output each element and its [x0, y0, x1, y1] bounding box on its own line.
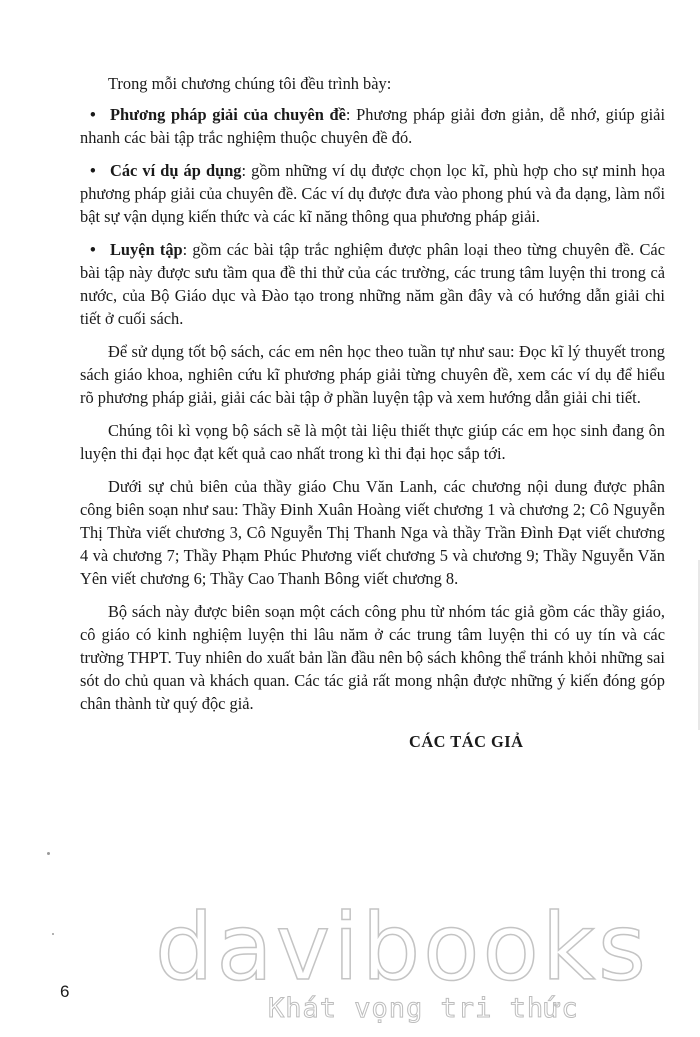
page-body	[80, 72, 665, 725]
watermark-brand: davibooks	[155, 894, 649, 1001]
scan-speck	[52, 933, 54, 935]
bullet-text: : gồm những ví dụ được chọn lọc kĩ, phù hợp cho sự minh họa phương pháp giải của chuyên đề. Các ví dụ được đưa vào phong phú và đa dạng, làm nổi bật sự vận dụng kiến thức và các kĩ năng thông qua phương pháp giải.	[80, 161, 665, 226]
bullet-item-method	[80, 103, 665, 149]
bullet-text: : gồm các bài tập trắc nghiệm được phân loại theo từng chuyên đề. Các bài tập này được sưu tầm qua đề thi thử của các trường, các trung tâm luyện thi trong cả nước, của Bộ Giáo dục và Đào tạo trong những năm gần đây và có hướng dẫn giải chi tiết ở cuối sách.	[80, 240, 665, 328]
paragraph-compilation-note: Bộ sách này được biên soạn một cách công phu từ nhóm tác giả gồm các thầy giáo, cô giáo có kinh nghiệm luyện thi lâu năm ở các trung tâm luyện thi có uy tín và các trường THPT. Tuy nhiên do xuất bản lần đầu nên bộ sách không thể tránh khỏi những sai sót do chủ quan và khách quan. Các tác giả rất mong nhận được những ý kiến đóng góp chân thành từ quý độc giả.	[80, 602, 665, 713]
bullet-term: Phương pháp giải của chuyên đề	[110, 105, 346, 124]
bullet-icon: •	[90, 240, 96, 259]
paragraph-study-order: Để sử dụng tốt bộ sách, các em nên học theo tuần tự như sau: Đọc kĩ lý thuyết trong sách giáo khoa, nghiên cứu kĩ phương pháp giải từng chuyên đề, xem các ví dụ để hiểu rõ phương pháp giải, giải các bài tập ở phần luyện tập và xem hướng dẫn giải chi tiết.	[80, 342, 665, 407]
paragraph-expectation: Chúng tôi kì vọng bộ sách sẽ là một tài liệu thiết thực giúp các em học sinh đang ôn luyện thi đại học đạt kết quả cao nhất trong kì thi đại học sắp tới.	[80, 421, 665, 463]
bullet-icon: •	[90, 105, 96, 124]
bullet-icon: •	[90, 161, 96, 180]
bullet-term: Luyện tập	[110, 240, 183, 259]
page-number: 6	[60, 982, 70, 1001]
bullet-text: : Phương pháp giải đơn giản, dễ nhớ, giúp giải nhanh các bài tập trắc nghiệm thuộc chuyên đề đó.	[80, 105, 666, 147]
bullet-item-practice	[80, 238, 665, 330]
scan-speck	[47, 852, 50, 855]
authors-signature: CÁC TÁC GIẢ	[409, 732, 524, 751]
paragraph-authors-assignment: Dưới sự chủ biên của thầy giáo Chu Văn Lanh, các chương nội dung được phân công biên soạn như sau: Thầy Đinh Xuân Hoàng viết chương 1 và chương 2; Cô Nguyễn Thị Thừa viết chương 3, Cô Nguyễn Thị Thanh Nga và thầy Trần Đình Đạt viết chương 4 và chương 7; Thầy Phạm Phúc Phương viết chương 5 và chương 9; Thầy Nguyễn Văn Yên viết chương 6; Thầy Cao Thanh Bông viết chương 8.	[80, 477, 665, 588]
bullet-term: Các ví dụ áp dụng	[110, 161, 242, 180]
bullet-item-examples	[80, 159, 665, 228]
watermark-slogan: Khát vọng tri thức	[268, 993, 579, 1024]
intro-line: Trong mỗi chương chúng tôi đều trình bày:	[108, 74, 392, 93]
